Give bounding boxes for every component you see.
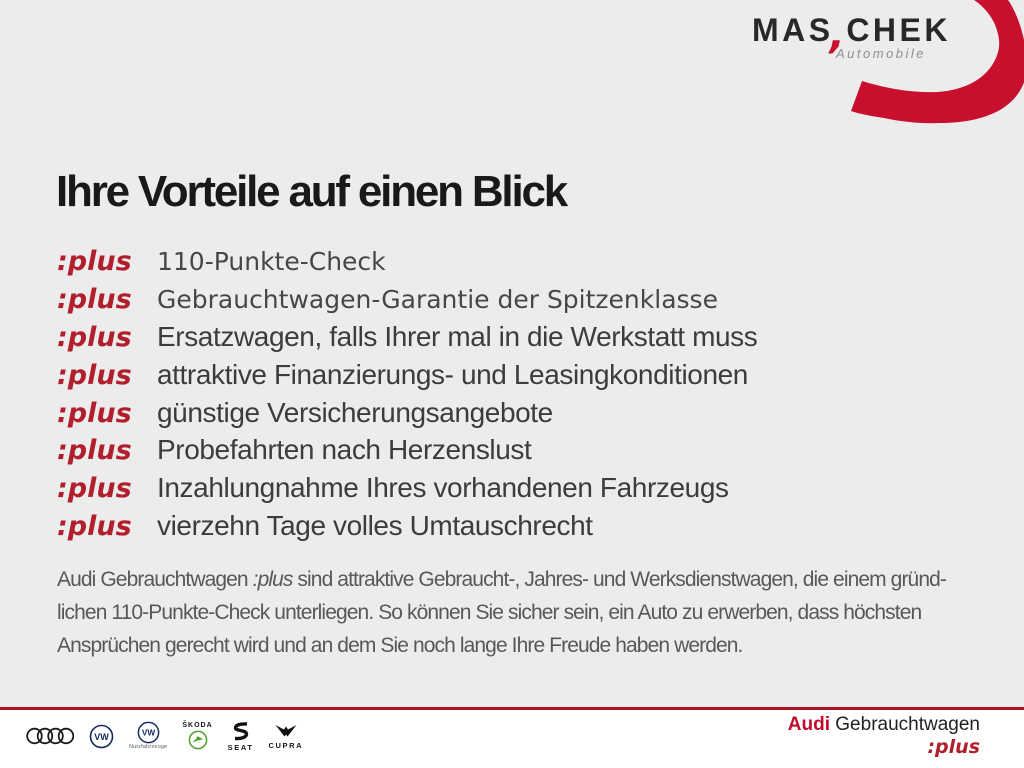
cupra-logo <box>269 722 304 750</box>
maschek-logo-text-pre: MAS <box>752 12 834 48</box>
benefit-label: 110-Punkte-Check <box>157 247 386 276</box>
benefit-row <box>57 281 977 319</box>
seat-logo <box>228 721 254 752</box>
paragraph-text: Audi Gebrauchtwagen <box>57 568 253 591</box>
benefit-row <box>57 431 977 469</box>
paragraph-text: sind attraktive Gebraucht-, Jahres- und Werksdienstwagen, die einem gründ- <box>292 568 946 591</box>
paragraph-text: Ansprüchen gerecht wird und an dem Sie noch lange Ihre Freude haben werden. <box>57 634 743 657</box>
benefit-label: Probefahrten nach Herzenslust <box>157 434 532 466</box>
description-paragraph <box>57 563 987 662</box>
audi-gebrauchtwagen-plus-logo <box>788 714 980 759</box>
paragraph-text: lichen 110-Punkte-Check unterliegen. So können Sie sicher sein, ein Auto zu erwerben, dass höchsten <box>57 601 922 624</box>
plus-badge: :plus <box>57 397 132 429</box>
plus-badge: :plus <box>57 322 132 354</box>
plus-wordmark: :plus <box>927 735 980 758</box>
benefits-list <box>57 243 977 545</box>
benefit-label: vierzehn Tage volles Umtauschrecht <box>157 509 593 541</box>
maschek-comma-icon: , <box>829 12 849 58</box>
cupra-trident-icon <box>273 722 299 740</box>
benefit-row <box>57 243 977 281</box>
page-title: Ihre Vorteile auf einen Blick <box>56 167 567 216</box>
seat-label: SEAT <box>227 742 254 752</box>
maschek-logo-text-post: CHEK <box>846 12 951 48</box>
skoda-logo <box>182 722 212 750</box>
plus-badge: :plus <box>57 435 132 467</box>
brand-logos-row <box>26 712 303 760</box>
benefit-row <box>57 318 977 356</box>
vw-nutzfahrzeuge-icon <box>137 721 160 744</box>
benefit-label: günstige Versicherungsangebote <box>157 396 553 428</box>
benefit-label: Gebrauchtwagen-Garantie der Spitzenklasse <box>157 284 718 314</box>
plus-badge: :plus <box>57 246 132 277</box>
gebrauchtwagen-wordmark: Gebrauchtwagen <box>835 714 980 735</box>
plus-badge: :plus <box>57 283 132 315</box>
vw-logo-icon <box>89 724 114 749</box>
benefit-row <box>57 469 977 507</box>
plus-badge: :plus <box>57 360 132 392</box>
plus-badge: :plus <box>57 510 132 542</box>
audi-rings-icon <box>26 727 74 745</box>
audi-wordmark: Audi <box>787 714 830 735</box>
benefit-row <box>57 356 977 394</box>
vw-nutzfahrzeuge-logo <box>129 721 167 751</box>
vw-nutzfahrzeuge-label: Nutzfahrzeuge <box>129 744 168 751</box>
cupra-label: CUPRA <box>268 741 304 751</box>
benefit-label: Ersatzwagen, falls Ihrer mal in die Werkstatt muss <box>157 321 758 353</box>
vw-logo-letters: VW <box>94 731 109 742</box>
benefit-label: attraktive Finanzierungs- und Leasingkonditionen <box>157 359 748 391</box>
plus-badge: :plus <box>57 473 132 505</box>
benefit-label: Inzahlungnahme Ihres vorhandenen Fahrzeugs <box>157 472 729 504</box>
skoda-winged-arrow-icon <box>188 730 208 750</box>
skoda-label: ŠKODA <box>182 722 213 729</box>
paragraph-plus-text: :plus <box>252 568 293 591</box>
vw-nutzfahrzeuge-letters: VW <box>141 728 155 738</box>
seat-s-icon <box>230 721 252 742</box>
maschek-logo-subtitle: Automobile <box>836 46 927 61</box>
benefit-row <box>57 507 977 545</box>
benefit-row <box>57 394 977 432</box>
